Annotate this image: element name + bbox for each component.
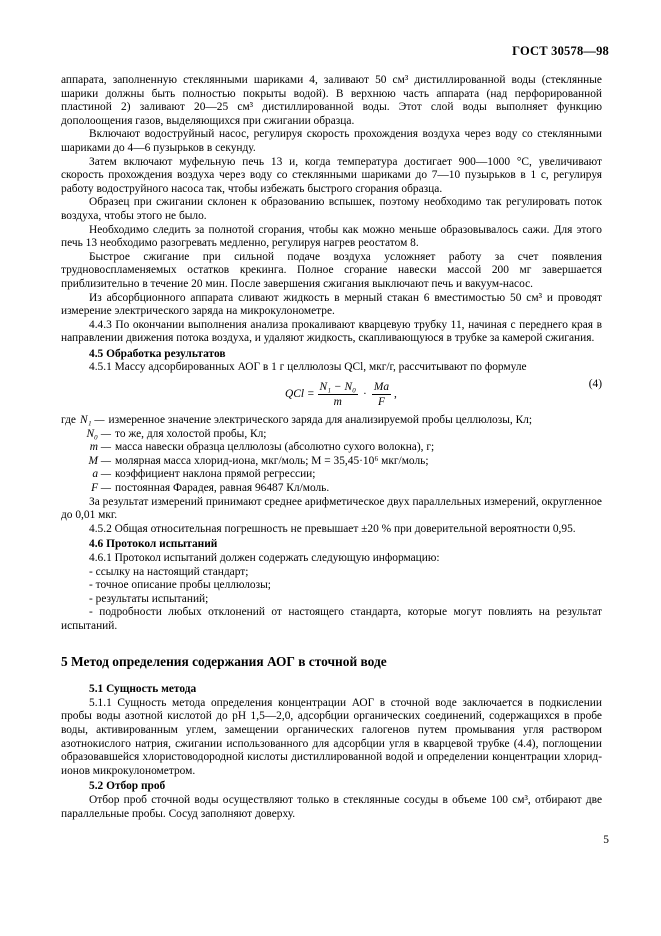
definition-text: постоянная Фарадея, равная 96487 Кл/моль.: [115, 482, 330, 495]
multiply-dot: ·: [363, 387, 367, 400]
definition-row: [61, 482, 602, 496]
paragraph: 4.5.2 Общая относительная погрешность не превышает ±20 % при доверительной вероятности 0,95.: [89, 522, 576, 535]
paragraph: 4.5.1 Массу адсорбированных АОГ в 1 г целлюлозы QCl, мкг/г, рассчитывают по формуле: [89, 361, 527, 374]
definition-symbol: m —: [89, 441, 111, 454]
definition-symbol: N₀ —: [86, 427, 111, 440]
paragraph: 4.4.3 По окончании выполнения анализа прокаливают кварцевую трубку 11, начиная с переднего края в направлении движения потока воздуха, и удаляют жидкость, скапливающуюся в трубке за камерой сжигания.: [61, 318, 602, 345]
subsection-heading: 5.2 Отбор проб: [89, 780, 166, 793]
subsection-heading: 4.5 Обработка результатов: [89, 347, 226, 360]
definition-prefix: где: [61, 414, 76, 427]
paragraph: Отбор проб сточной воды осуществляют только в стеклянные сосуды в объеме 100 см³, отбирают две параллельные пробы. Сосуд заполняют доверху.: [61, 793, 602, 820]
paragraph: Быстрое сжигание при сильной подаче воздуха усложняет работу за счет появления трудновоспламеняемых остатков крекинга. Полное сгорание навески массой 200 мг завершается приблизительно в течение 20 мин. После завершения сжигания выключают печь и вакуум-насос.: [61, 250, 602, 290]
paragraph: Затем включают муфельную печь 13 и, когда температура достигает 900—1000 °С, увеличивают скорость прохождения воздуха через воду со стеклянными шариками до 7—10 пузырьков в 1 с, регулируя работу водоструйного насоса так, чтобы избежать быстрого сгорания образца.: [61, 155, 602, 195]
list-item: - результаты испытаний;: [89, 592, 209, 605]
definition-text: молярная масса хлорид-иона, мкг/моль; M = 35,45·10⁶ мкг/моль;: [115, 454, 429, 467]
definition-symbol: F —: [91, 482, 111, 495]
subsection-heading: 5.1 Сущность метода: [89, 683, 197, 696]
definition-row: [61, 468, 602, 482]
paragraph: Из абсорбционного аппарата сливают жидкость в мерный стакан 6 вместимостью 50 см³ и проводят измерение электрического заряда на микрокулонометре.: [61, 291, 602, 318]
paragraph: Включают водоструйный насос, регулируя скорость прохождения воздуха через воду со стеклянными шариками до 4—6 пузырьков в секунду.: [61, 128, 602, 154]
definition-symbol: N₁ —: [79, 414, 105, 427]
formula-comma: ,: [394, 387, 397, 400]
list-item: - точное описание пробы целлюлозы;: [89, 579, 271, 592]
definition-row: [61, 428, 602, 442]
section-title: 5 Метод определения содержания АОГ в сточной воде: [61, 653, 387, 669]
definition-text: коэффициент наклона прямой регрессии;: [115, 468, 316, 481]
page-number: 5: [603, 834, 609, 847]
definitions-list: [61, 414, 602, 496]
definition-text: то же, для холостой пробы, Кл;: [115, 427, 267, 440]
formula-lhs: QCl =: [285, 387, 315, 400]
definition-row: [61, 414, 602, 428]
paragraph: 5.1.1 Сущность метода определения концентрации АОГ в сточной воде заключается в подкислении пробы воды азотной кислотой до pH 1,5—2,0, адсорбции органических соединений, содержащихся в пробе воды, активированным углем, замещении органических галогенов путем промывания угля раствором азотнокислого натрия, сжигании использованного для адсорбции угля в кварцевой трубке (4.4), поглощении образовавшейся хлористоводородной кислоты дистиллированной водой и определении концентрации хлорид-ионов микрокулонометром.: [61, 696, 602, 777]
fraction-numerator: N₁ − N₀: [319, 381, 357, 394]
subsection-heading: 4.6 Протокол испытаний: [89, 538, 218, 551]
fraction-numerator: Ma: [373, 381, 390, 394]
paragraph: аппарата, заполненную стеклянными шариками 4, заливают 50 см³ дистиллированной воды (стеклянные шарики должны быть полностью покрыты водой). В верхнюю часть аппарата (над перфорированной пластиной 2) заливают 20—25 см³ дистиллированной воды. Этот слой воды выполняет функцию дополоощения газов, выделяющихся при сжигании образца.: [61, 74, 602, 127]
definition-text: измеренное значение электрического заряда для анализируемой пробы целлюлозы, Кл;: [108, 414, 533, 427]
formula-block: [61, 378, 602, 412]
fraction-1: [318, 380, 359, 409]
definition-symbol: M —: [88, 454, 111, 467]
definition-row: [61, 441, 602, 455]
list-item: - подробности любых отклонений от настоящего стандарта, которые могут повлиять на результат испытаний.: [61, 606, 602, 632]
paragraph: 4.6.1 Протокол испытаний должен содержать следующую информацию:: [89, 552, 440, 564]
definition-text: масса навески образца целлюлозы (абсолютно сухого волокна), г;: [115, 441, 435, 454]
fraction-denominator: m: [333, 396, 342, 409]
formula: [285, 380, 397, 409]
definition-symbol: a —: [92, 468, 111, 481]
paragraph: Необходимо следить за полнотой сгорания, чтобы как можно меньше образовывалось сажи. Для этого печь 13 необходимо разогревать медленно, регулируя нагрев реостатом 8.: [61, 223, 602, 250]
paragraph: Образец при сжигании склонен к образованию вспышек, поэтому необходимо так регулировать поток воздуха, чтобы этого не было.: [61, 196, 602, 222]
fraction-2: [372, 380, 391, 409]
document-header: ГОСТ 30578—98: [512, 44, 609, 58]
paragraph: За результат измерений принимают среднее арифметическое двух параллельных измерений, округленное до 0,01 мкг.: [61, 495, 602, 522]
definition-row: [61, 455, 602, 469]
document-body: [61, 74, 602, 821]
list-item: - ссылку на настоящий стандарт;: [89, 565, 249, 578]
equation-number: (4): [588, 378, 602, 391]
fraction-denominator: F: [377, 396, 385, 409]
